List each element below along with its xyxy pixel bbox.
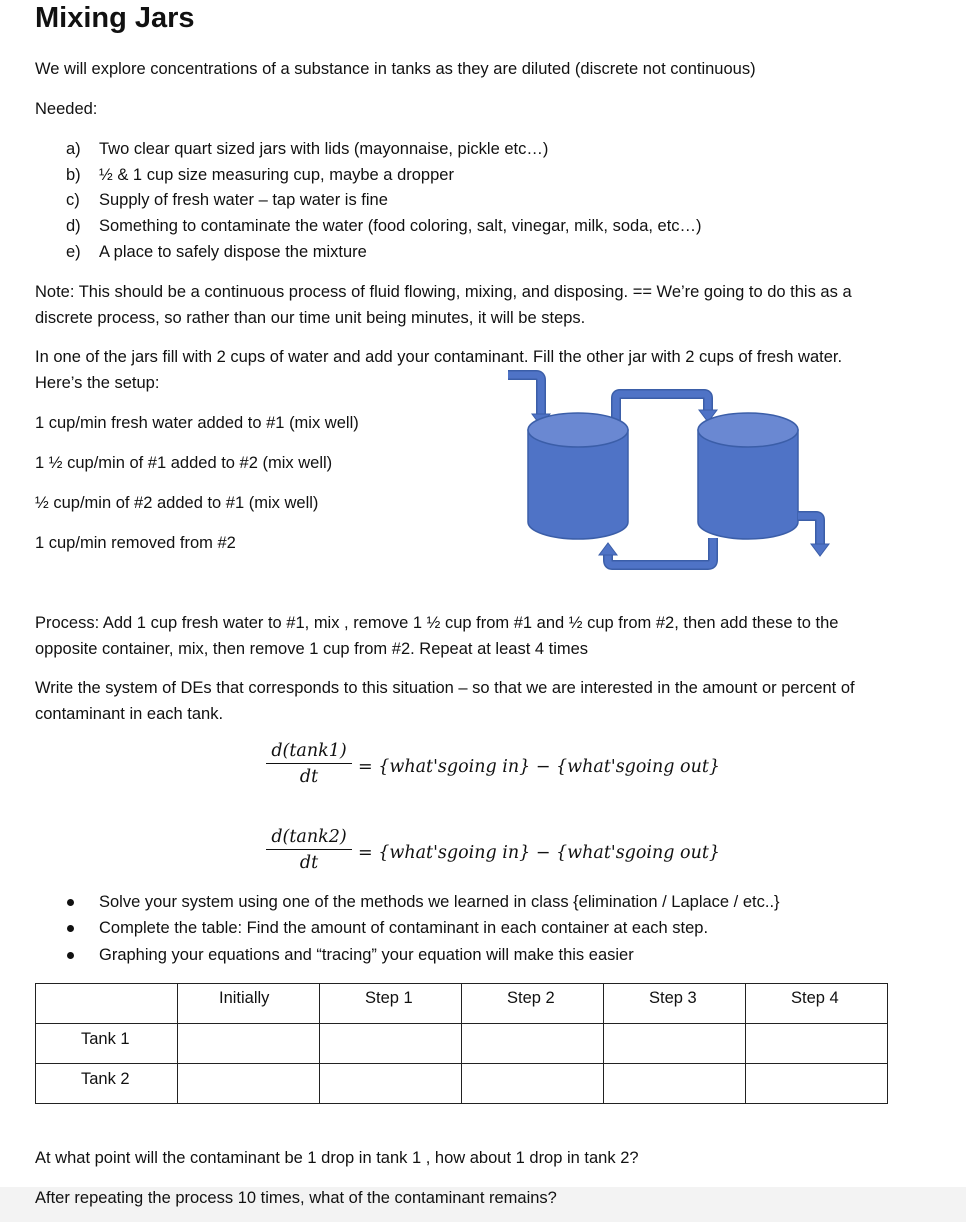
needed-item-marker: b) [66, 166, 81, 184]
process-line-1: Process: Add 1 cup fresh water to #1, mix , remove 1 ½ cup from #1 and ½ cup from #2, then add these to the [35, 614, 839, 632]
question-2: After repeating the process 10 times, what of the contaminant remains? [35, 1189, 557, 1207]
equation-2-numerator: d(tank2) [271, 827, 347, 847]
table-header-cell: Initially [178, 984, 320, 1024]
needed-item: Supply of fresh water – tap water is fine [99, 191, 388, 209]
equation-1-numerator: d(tank1) [271, 741, 347, 761]
note-line-1: Note: This should be a continuous process of fluid flowing, mixing, and disposing. == We’re going to do this as a [35, 283, 852, 301]
page-title: Mixing Jars [35, 2, 195, 34]
rate-line: 1 cup/min removed from #2 [35, 534, 236, 552]
row-label: Tank 2 [36, 1064, 178, 1104]
needed-item: ½ & 1 cup size measuring cup, maybe a dropper [99, 166, 454, 184]
rate-line: ½ cup/min of #2 added to #1 (mix well) [35, 494, 319, 512]
table-cell[interactable] [178, 1064, 320, 1104]
needed-item: Two clear quart sized jars with lids (mayonnaise, pickle etc…) [99, 140, 549, 158]
table-cell[interactable] [604, 1064, 746, 1104]
table-cell[interactable] [604, 1024, 746, 1064]
table-cell[interactable] [746, 1024, 888, 1064]
intro-text: We will explore concentrations of a substance in tanks as they are diluted (discrete not continuous) [35, 60, 756, 78]
bullet-icon [67, 952, 74, 959]
needed-item-marker: d) [66, 217, 81, 235]
table-cell[interactable] [320, 1024, 462, 1064]
outflow-arrow-icon [798, 516, 829, 556]
equation-2-denominator: dt [299, 853, 319, 873]
bullet-icon [67, 899, 74, 906]
table-cell[interactable] [320, 1064, 462, 1104]
note-line-2: discrete process, so rather than our time unit being minutes, it will be steps. [35, 309, 586, 327]
row-label: Tank 1 [36, 1024, 178, 1064]
tank-2-icon [698, 413, 798, 539]
equation-2-fraction [266, 827, 352, 873]
table-row [36, 1024, 888, 1064]
needed-item: A place to safely dispose the mixture [99, 243, 367, 261]
write-line-2: contaminant in each tank. [35, 705, 224, 723]
tanks-diagram [500, 370, 840, 575]
equation-2-rhs: = {what'sgoing in} − {what'sgoing out} [358, 843, 721, 863]
table-cell[interactable] [178, 1024, 320, 1064]
table-cell[interactable] [462, 1064, 604, 1104]
table-header-cell: Step 1 [320, 984, 462, 1024]
needed-item: Something to contaminate the water (food coloring, salt, vinegar, milk, soda, etc…) [99, 217, 702, 235]
table-header-row [36, 984, 888, 1024]
table-header-cell: Step 4 [746, 984, 888, 1024]
bullet-icon [67, 925, 74, 932]
rate-line: 1 ½ cup/min of #1 added to #2 (mix well) [35, 454, 333, 472]
table-header-cell: Step 2 [462, 984, 604, 1024]
table-cell[interactable] [746, 1064, 888, 1104]
needed-item-marker: c) [66, 191, 80, 209]
tank-2-to-tank-1-arrow-icon [599, 538, 713, 565]
write-line-1: Write the system of DEs that corresponds to this situation – so that we are interested in the amount or percent of [35, 679, 855, 697]
bullet-text: Solve your system using one of the methods we learned in class {elimination / Laplace / etc..} [99, 893, 780, 911]
table-cell[interactable] [462, 1024, 604, 1064]
process-line-2: opposite container, mix, then remove 1 cup from #2. Repeat at least 4 times [35, 640, 589, 658]
question-1: At what point will the contaminant be 1 drop in tank 1 , how about 1 drop in tank 2? [35, 1149, 639, 1167]
equation-1-denominator: dt [299, 767, 319, 787]
contaminant-table [35, 983, 888, 1104]
needed-label: Needed: [35, 100, 98, 118]
bullet-text: Graphing your equations and “tracing” your equation will make this easier [99, 946, 634, 964]
needed-item-marker: a) [66, 140, 81, 158]
table-header-cell [36, 984, 178, 1024]
table-row [36, 1064, 888, 1104]
equation-1-fraction [266, 741, 352, 787]
tank-1-to-tank-2-arrow-icon [616, 394, 717, 426]
rate-line: 1 cup/min fresh water added to #1 (mix well) [35, 414, 359, 432]
setup-line-2: Here’s the setup: [35, 374, 160, 392]
bullet-text: Complete the table: Find the amount of contaminant in each container at each step. [99, 919, 709, 937]
setup-line-1: In one of the jars fill with 2 cups of water and add your contaminant. Fill the other jar with 2 cups of fresh water. [35, 348, 843, 366]
table-header-cell: Step 3 [604, 984, 746, 1024]
tank-1-icon [528, 413, 628, 539]
needed-item-marker: e) [66, 243, 81, 261]
equation-1-rhs: = {what'sgoing in} − {what'sgoing out} [358, 757, 721, 777]
